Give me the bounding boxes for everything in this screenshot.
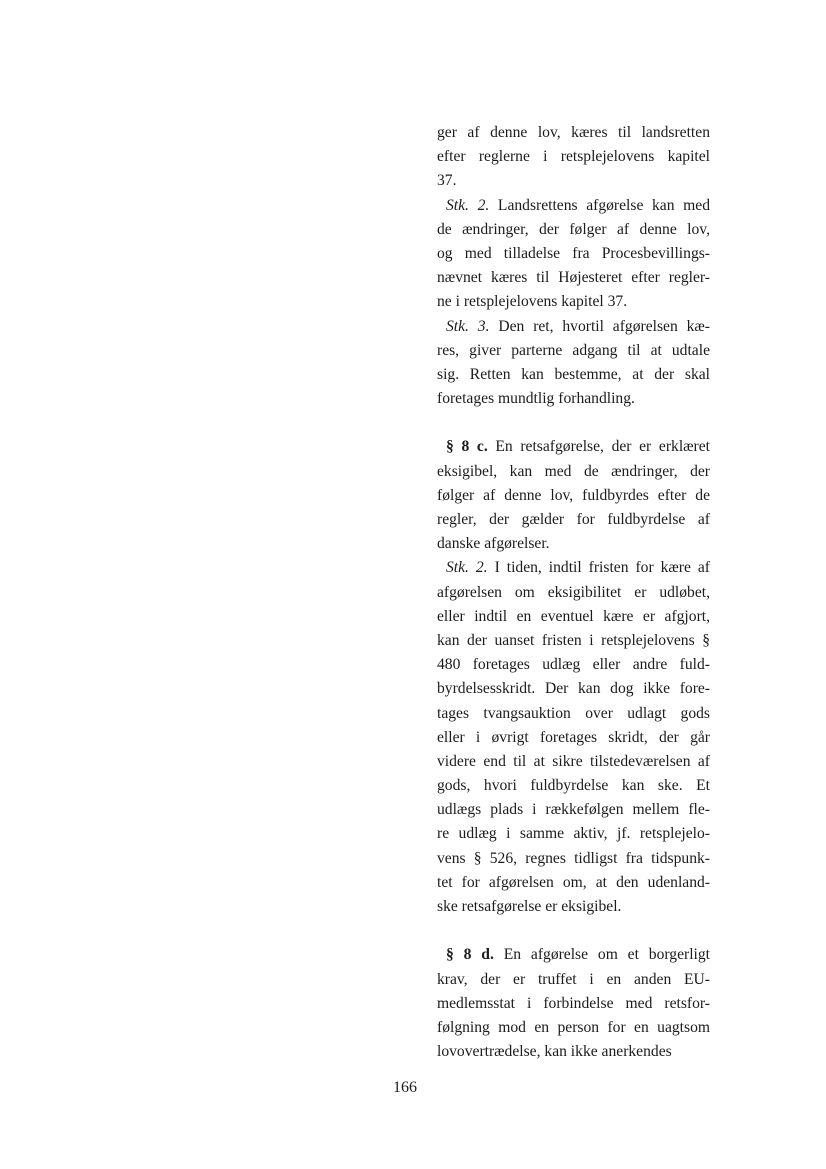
text-line: nævnet kæres til Højesteret efter regler- [437,269,710,287]
text-line: lovovertrædelse, kan ikke anerkendes [437,1043,672,1061]
section-label: § 8 d. [446,946,494,964]
text-line: 37. [437,172,457,190]
text-line: byrdelsesskridt. Der kan dog ikke fore- [437,680,710,698]
paragraph-stk-3 [437,315,710,412]
paragraph-section-8c [437,435,710,556]
text-line: 480 foretages udlæg eller andre fuld- [437,656,710,674]
text-line: videre end til at sikre tilstedeværelsen af [437,752,710,770]
subsection-label: Stk. 2. [446,196,490,214]
text-line: krav, der er truffet i en anden EU- [437,970,710,988]
text-line: efter reglerne i retsplejelovens kapitel [437,148,710,166]
text-line: udlægs plads i rækkefølgen mellem fle- [437,801,710,819]
text-line [437,315,710,339]
text-line-content: I tiden, indtil fristen for kære af [494,559,710,577]
subsection-label: Stk. 2. [446,559,488,577]
paragraph-stk-2-8c [437,556,710,919]
text-line: vens § 526, regnes tidligst fra tidspunk- [437,849,710,867]
text-line: tages tvangsauktion over udlagt gods [437,704,710,722]
text-line-content: En afgørelse om et borgerligt [503,946,710,964]
text-line [437,556,710,580]
text-line: de ændringer, der følger af denne lov, [437,220,710,238]
page-number: 166 [393,1079,417,1096]
text-line: sig. Retten kan bestemme, at der skal [437,365,710,383]
section-gap [437,411,710,435]
text-line: følgning mod en person for en uagtsom [437,1018,710,1036]
text-line: følger af denne lov, fuldbyrdes efter de [437,486,710,504]
section-label: § 8 c. [446,438,488,456]
text-column [437,121,710,1064]
paragraph-stk-2 [437,194,710,315]
text-line: ne i retsplejelovens kapitel 37. [437,293,628,311]
text-line-content: En retsafgørelse, der er erklæret [495,438,710,456]
text-line: res, giver parterne adgang til at udtale [437,341,710,359]
text-line: tet for afgørelsen om, at den udenland- [437,873,710,891]
text-line: regler, der gælder for fuldbyrdelse af [437,511,710,528]
paragraph-continuation [437,121,710,194]
text-line: eller indtil en eventuel kære er afgjort, [437,607,710,625]
text-line [437,435,710,459]
text-line: kan der uanset fristen i retsplejelovens § [437,631,710,649]
text-line: ger af denne lov, kæres til landsretten [437,124,710,141]
text-line: medlemsstat i forbindelse med retsfor- [437,994,710,1012]
text-line: danske afgørelser. [437,535,550,553]
text-line: foretages mundtlig forhandling. [437,390,635,408]
text-line: eksigibel, kan med de ændringer, der [437,462,710,480]
paragraph-section-8d [437,943,710,1064]
section-gap [437,919,710,943]
text-line: gods, hvori fuldbyrdelse kan ske. Et [437,777,710,795]
text-line-content: Landsrettens afgørelse kan med [497,196,710,214]
text-line: og med tilladelse fra Procesbevillings- [437,244,710,262]
subsection-label: Stk. 3. [446,317,490,335]
text-line-content: Den ret, hvortil afgørelsen kæ- [498,317,710,335]
text-line: eller i øvrigt foretages skridt, der går [437,728,710,746]
text-line: re udlæg i samme aktiv, jf. retsplejelo- [437,825,710,843]
text-line: afgørelsen om eksigibilitet er udløbet, [437,583,710,601]
text-line: ske retsafgørelse er eksigibel. [437,898,622,915]
text-line [437,194,710,218]
text-line [437,943,710,967]
